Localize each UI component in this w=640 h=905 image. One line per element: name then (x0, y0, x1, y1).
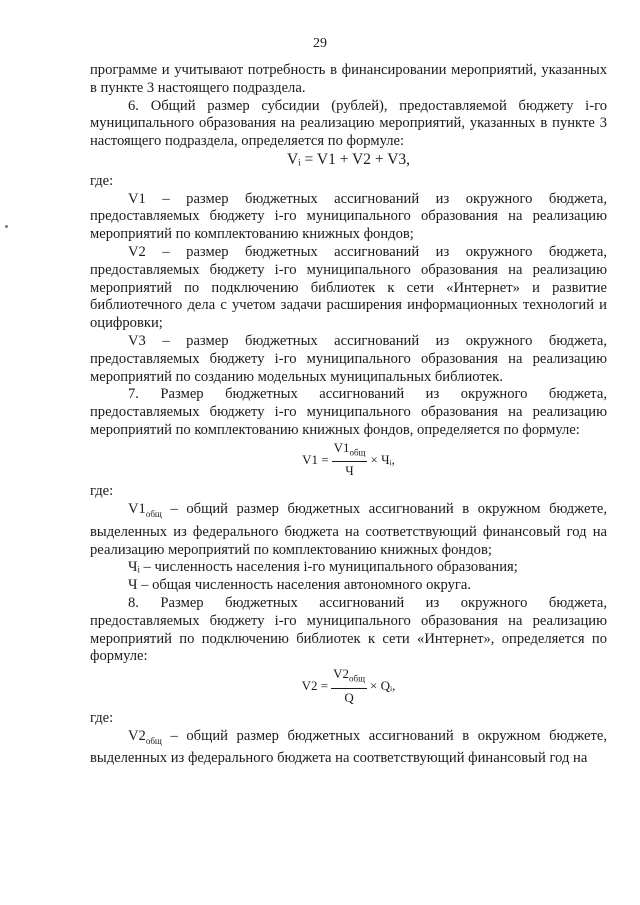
where-label: где: (90, 709, 114, 726)
definition-v2: V2 – размер бюджетных ассигнований из окружного бюджета, предоставляемых бюджету i-го муниципального образования на реализацию мероприятий по подключению библиотек к сети «Интернет» и развитие библиотечного дела с учетом задачи расширения информационных технологий и оцифровки; (90, 243, 607, 332)
where-label: где: (90, 172, 114, 189)
formula-v1-fraction (332, 440, 368, 480)
margin-mark (5, 225, 8, 228)
paragraph-6: 6. Общий размер субсидии (рублей), предоставляемой бюджету i-го муниципального образования на реализацию мероприятий, указанных в пункте 3 настоящего подраздела, определяется по формуле: (90, 97, 607, 150)
formula-v2-fraction (331, 666, 367, 706)
formula-v2-lhs: V2 = (301, 678, 329, 694)
fraction-denominator: Q (344, 689, 354, 705)
where-label: где: (90, 483, 114, 500)
definition-v3: V3 – размер бюджетных ассигнований из окружного бюджета, предоставляемых бюджету i-го муниципального образования на реализацию мероприятий по созданию модельных муниципальных библиотек. (90, 332, 607, 385)
fraction-numerator: $V1_{общ}$ (332, 440, 368, 463)
definition-v2-obsh: $V2_{общ}$ – общий размер бюджетных ассигнований в окружном бюджете, выделенных из федерального бюджета на соответствующий финансовый год на (90, 727, 607, 767)
formula-v1-lhs: V1 = (302, 451, 329, 467)
document-body (90, 62, 607, 768)
formula-total-subsidy: Vᵢ = V1 + V2 + V3, (286, 150, 411, 168)
fraction-numerator: $V2_{общ}$ (331, 666, 367, 689)
definition-ch: Ч – общая численность населения автономного округа. (128, 577, 471, 594)
formula-v2 (90, 666, 607, 706)
paragraph-8: 8. Размер бюджетных ассигнований из окружного бюджета, предоставляемых бюджету i-го муниципального образования на реализацию мероприятий по подключению библиотек к сети «Интернет», определяется по формуле: (90, 595, 607, 665)
paragraph-continuation: программе и учитывают потребность в финансировании мероприятий, указанных в пункте 3 настоящего подраздела. (90, 62, 607, 96)
definition-chi: Чᵢ – численность населения i-го муниципального образования; (128, 559, 518, 576)
formula-v1 (90, 440, 607, 480)
formula-v1-rhs: × Чᵢ, (370, 451, 395, 467)
paragraph-7: 7. Размер бюджетных ассигнований из окружного бюджета, предоставляемых бюджету i-го муниципального образования на реализацию мероприятий по комплектованию книжных фондов, определяется по формуле: (90, 386, 607, 438)
definition-v1: V1 – размер бюджетных ассигнований из окружного бюджета, предоставляемых бюджету i-го муниципального образования на реализацию мероприятий по комплектованию книжных фондов; (90, 190, 607, 243)
definition-v1-obsh: $V1_{общ}$ – общий размер бюджетных ассигнований в окружном бюджете, выделенных из федерального бюджета на соответствующий финансовый год на реализацию мероприятий по комплектованию книжных фондов; (90, 501, 607, 558)
formula-v2-rhs: × Qᵢ, (370, 678, 396, 694)
fraction-denominator: Ч (345, 463, 354, 479)
page-number: 29 (313, 36, 327, 51)
